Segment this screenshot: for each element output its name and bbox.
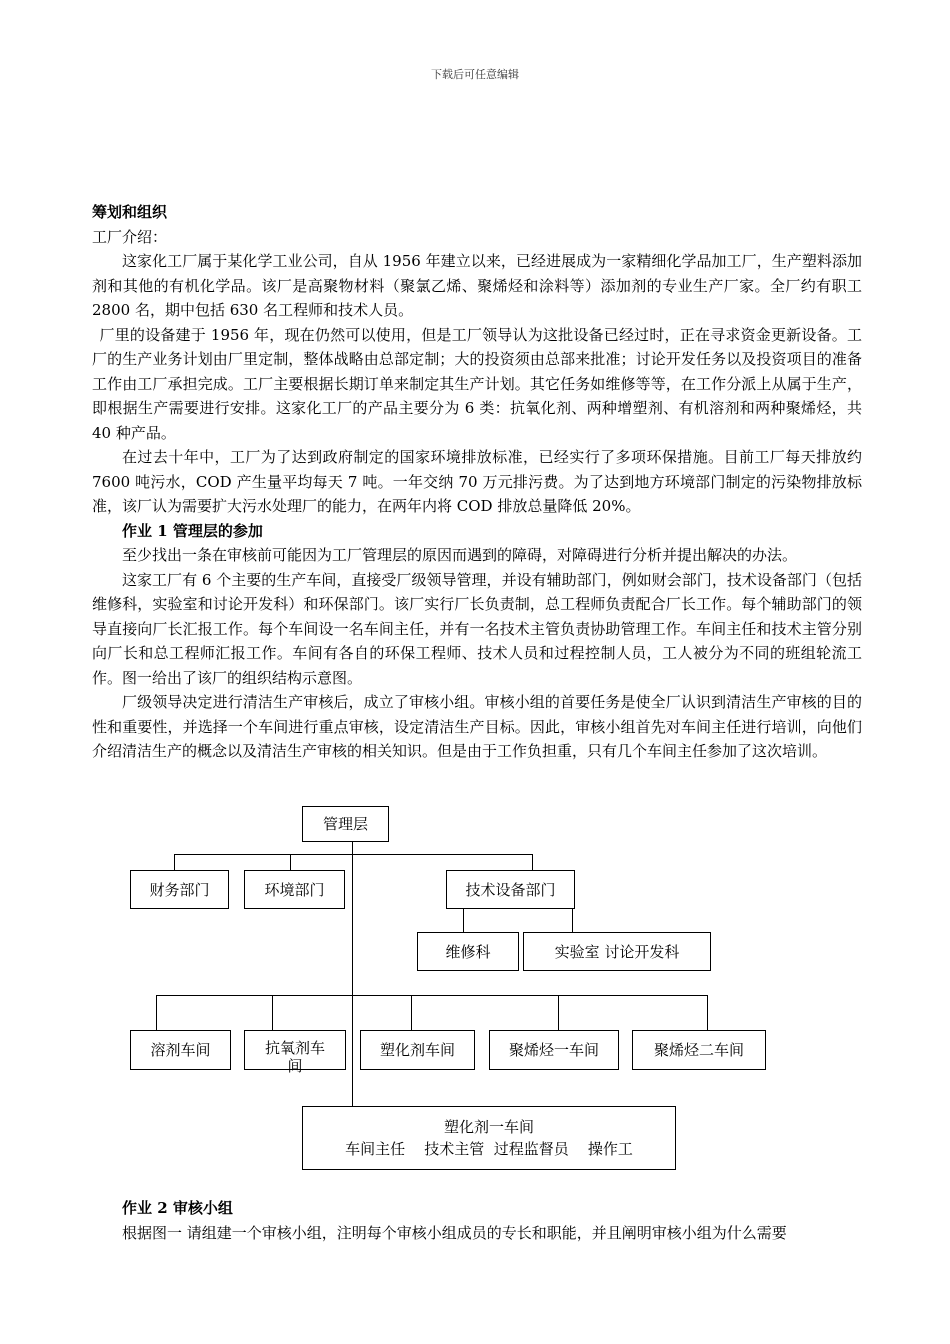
org-box-finance: 财务部门 [130,870,229,909]
paragraph-2: 厂里的设备建于 1956 年，现在仍然可以使用，但是工厂领导认为这批设备已经过时，正在寻求资金更新设备。工厂的生产业务计划由厂里定制，整体战略由总部定制；大的投资须由总部来批准；讨论开发任务以及投资项目的准备工作由工厂承担完成。工厂主要根据长期订单来制定其生产计划。其它任务如维修等等，在工作分派上从属于生产，即根据生产需要进行安排。这家化工厂的产品主要分为 6 类：抗氧化剂、两种增塑剂、有机溶剂和两种聚烯烃，共 40 种产品。 [92,325,862,442]
org-line-ws2 [272,995,273,1031]
header-note: 下载后可任意编辑 [431,68,519,81]
org-box-maintenance: 维修科 [417,932,519,971]
org-line-workshop-bar [156,995,708,996]
org-box-workshop-solvent: 溶剂车间 [130,1030,231,1070]
org-line-finance [174,854,175,871]
org-box-workshop-antioxidant: 抗氧剂车间 [244,1030,346,1070]
org-line-trunk [352,841,353,1109]
intro-label: 工厂介绍： [92,227,168,246]
task1-heading: 作业 1 管理层的参加 [122,521,263,540]
task2-heading: 作业 2 审核小组 [122,1199,233,1217]
task2-paragraph: 根据图一 请组建一个审核小组，注明每个审核小组成员的专长和职能，并且阐明审核小组为什么需要 [122,1223,787,1242]
org-line-tech [532,854,533,871]
task1-paragraph-1: 至少找出一条在审核前可能因为工厂管理层的原因而遇到的障碍，对障碍进行分析并提出解决的办法。 [122,546,798,564]
org-box-lab-rd: 实验室 讨论开发科 [523,932,711,971]
org-line-tech-right [572,908,573,933]
org-line-env [290,854,291,871]
org-box-tech-equipment: 技术设备部门 [446,870,575,909]
org-line-ws3 [411,995,412,1031]
org-line-ws5 [707,995,708,1031]
org-box-plasticizer-workshop-detail [302,1106,676,1170]
task1-paragraph-2: 这家工厂有 6 个主要的生产车间，直接受厂级领导管理，并设有辅助部门，例如财会部门，技术设备部门（包括维修科，实验室和讨论开发科）和环保部门。该厂实行厂长负责制，总工程师负责配合厂长工作。每个辅助部门的领导直接向厂长汇报工作。每个车间设一名车间主任，并有一名技术主管负责协助管理工作。车间主任和技术主管分别向厂长和总工程师汇报工作。车间有各自的环保工程师、技术人员和过程控制人员，工人被分为不同的班组轮流工作。图一给出了该厂的组织结构示意图。 [92,570,862,687]
document-body-bottom [92,1196,862,1245]
org-box-environment: 环境部门 [244,870,345,909]
org-line-dept-bar [174,854,533,855]
paragraph-1: 这家化工厂属于某化学工业公司，自从 1956 年建立以来，已经进展成为一家精细化学品加工厂，生产塑料添加剂和其他的有机化学品。该厂是高聚物材料（聚氯乙烯、聚烯烃和涂料等）添加剂的专业生产厂家。全厂约有职工 2800 名，期中包括 630 名工程师和技术人员。 [92,252,862,319]
org-box-detail-roles: 车间主任 技术主管 过程监督员 操作工 [345,1140,633,1158]
doc-title: 筹划和组织 [92,203,168,221]
org-box-workshop-polyolefin-1: 聚烯烃一车间 [489,1030,619,1070]
org-line-ws1 [156,995,157,1031]
org-box-detail-title: 塑化剂一车间 [443,1118,534,1136]
paragraph-3: 在过去十年中，工厂为了达到政府制定的国家环境排放标准，已经实行了多项环保措施。目前工厂每天排放约 7600 吨污水，COD 产生量平均每天 7 吨。一年交纳 70 万元排污费。为了达到地方环境部门制定的污染物排放标准，该厂认为需要扩大污水处理厂的能力，在两年内将 COD 排放总量降低 20%。 [92,448,862,515]
org-line-tech-left [463,908,464,933]
document-body-top [92,200,862,764]
org-box-workshop-polyolefin-2: 聚烯烃二车间 [632,1030,766,1070]
org-line-ws4 [558,995,559,1031]
org-box-workshop-plasticizer: 塑化剂车间 [360,1030,475,1070]
org-box-management: 管理层 [302,806,389,842]
task1-paragraph-3: 厂级领导决定进行清洁生产审核后，成立了审核小组。审核小组的首要任务是使全厂认识到清洁生产审核的目的性和重要性，并选择一个车间进行重点审核，设定清洁生产目标。因此，审核小组首先对车间主任进行培训，向他们介绍清洁生产的概念以及清洁生产审核的相关知识。但是由于工作负担重，只有几个车间主任参加了这次培训。 [92,693,862,760]
